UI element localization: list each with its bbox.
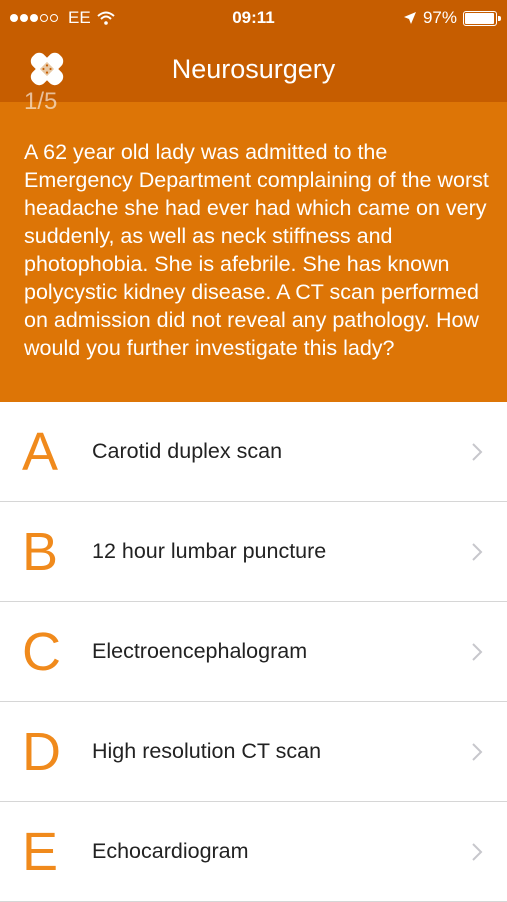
header: [0, 0, 507, 102]
answer-options-list: [0, 402, 507, 902]
nav-bar: [0, 36, 507, 102]
option-label: Electroencephalogram: [92, 639, 308, 663]
option-letter: A: [22, 422, 59, 482]
page-title: Neurosurgery: [171, 54, 336, 84]
chevron-right-icon: [471, 842, 483, 862]
option-a[interactable]: [0, 402, 507, 502]
option-letter: B: [22, 522, 59, 582]
option-letter: E: [22, 822, 59, 882]
option-letter: C: [22, 622, 61, 682]
battery-percent: 97%: [422, 8, 457, 27]
question-text: A 62 year old lady was admitted to the Emergency Department complaining of the worst headache she had ever had which came on very suddenly, as well as neck stiffness and photophobia. She is afebrile. She has known polycystic kidney disease. A CT scan performed on admission did not reveal any pathology. How would you further investigate this lady?: [24, 140, 489, 360]
option-d[interactable]: [0, 702, 507, 802]
status-time: 09:11: [232, 8, 275, 27]
option-label: 12 hour lumbar puncture: [92, 539, 327, 563]
chevron-right-icon: [471, 442, 483, 462]
option-label: High resolution CT scan: [92, 739, 322, 763]
battery-fill: [465, 13, 494, 24]
chevron-right-icon: [471, 542, 483, 562]
option-c[interactable]: [0, 602, 507, 702]
question-number: 1/5: [24, 88, 58, 115]
option-label: Echocardiogram: [92, 839, 249, 863]
question-panel: [0, 88, 507, 402]
option-label: Carotid duplex scan: [92, 439, 283, 463]
chevron-right-icon: [471, 642, 483, 662]
chevron-right-icon: [471, 742, 483, 762]
option-letter: D: [22, 722, 61, 782]
option-b[interactable]: [0, 502, 507, 602]
status-right: [403, 8, 497, 28]
option-e[interactable]: [0, 802, 507, 902]
location-arrow-icon: [403, 11, 417, 25]
battery-icon: [463, 11, 497, 26]
carrier-name: EE: [68, 8, 91, 27]
status-bar: [0, 0, 507, 36]
battery-cap: [498, 16, 501, 21]
